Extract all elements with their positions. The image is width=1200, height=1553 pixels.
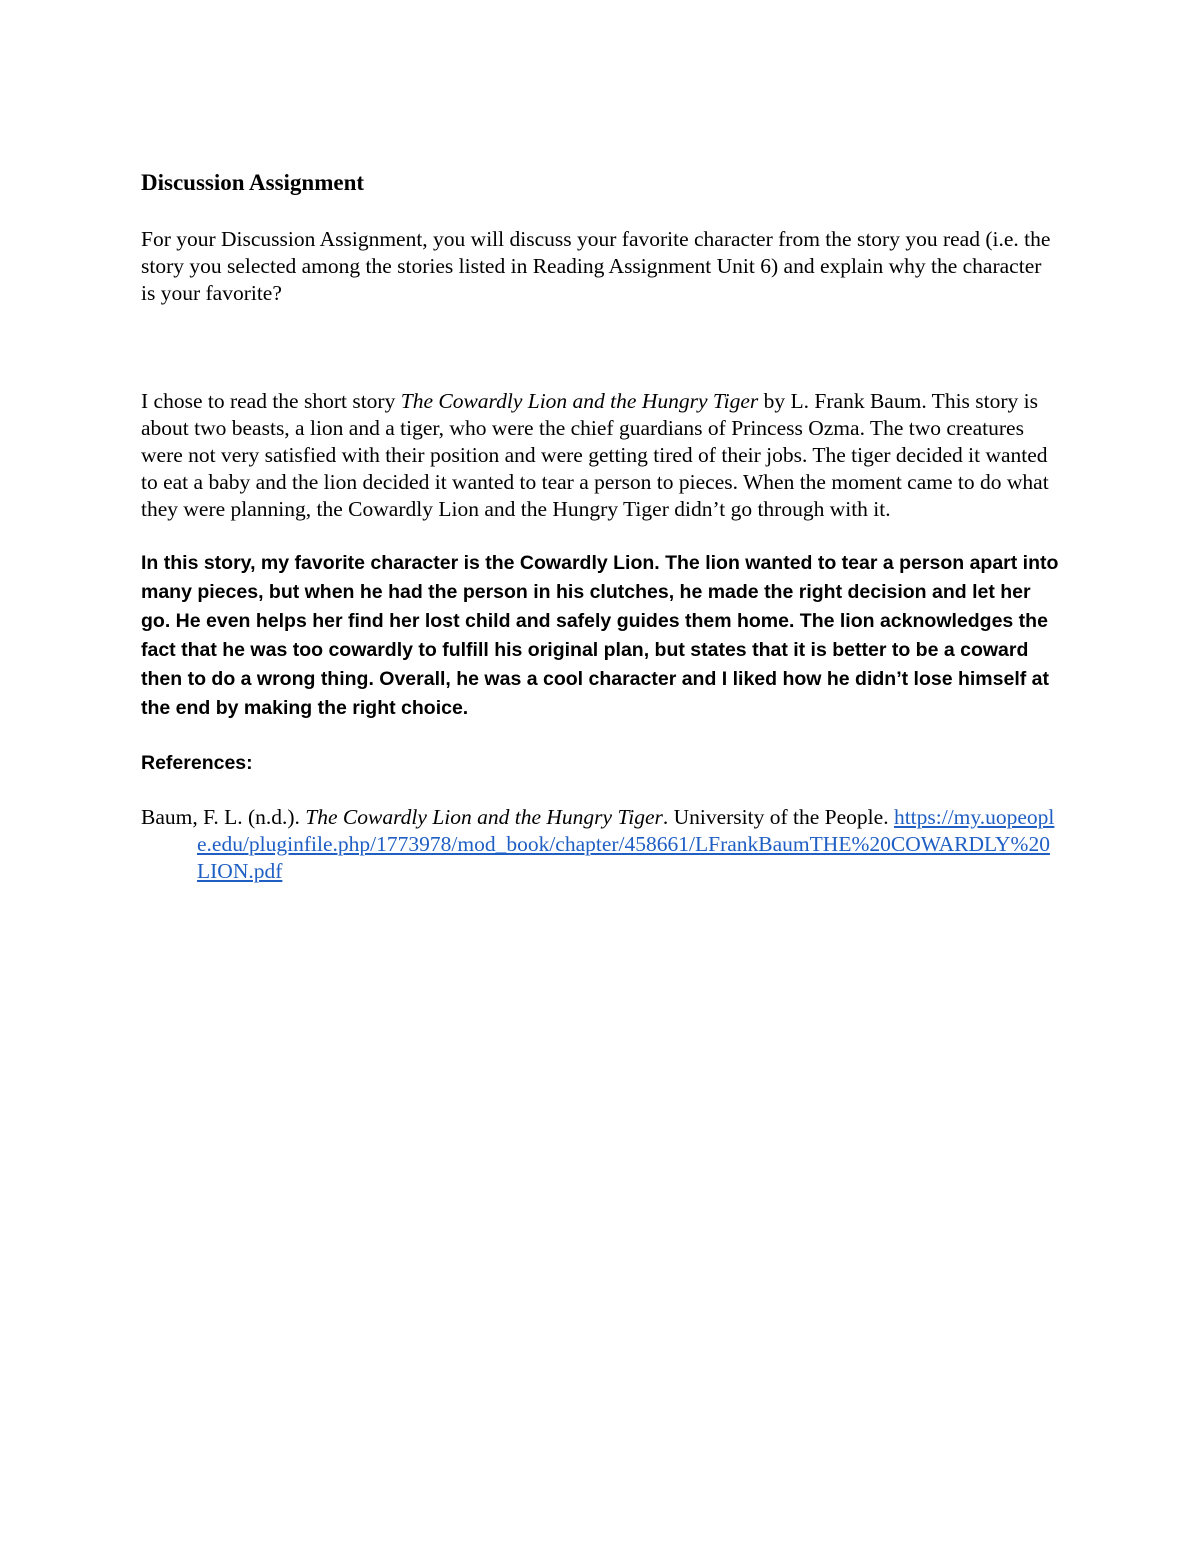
assignment-prompt: For your Discussion Assignment, you will discuss your favorite character from the story you read (i.e. the story you selected among the stories listed in Reading Assignment Unit 6) and explain why the character is your favorite? [141,227,1051,305]
reference-url-link[interactable]: https://my.uopeople.edu/pluginfile.php/1773978/mod_book/chapter/458661/LFrankBaumTHE%20COWARDLY%20LION.pdf [197,805,1055,883]
reference-entry [141,804,1061,885]
summary-intro: I chose to read the short story [141,389,401,413]
document-content [141,168,1061,885]
favorite-character-paragraph: In this story, my favorite character is the Cowardly Lion. The lion wanted to tear a person apart into many pieces, but when he had the person in his clutches, he made the right decision and let her go. He even helps her find her lost child and safely guides them home. The lion acknowledges the fact that he was too cowardly to fulfill his original plan, but states that it is better to be a coward then to do a wrong thing. Overall, he was a cool character and I liked how he didn’t lose himself at the end by making the right choice. [141,552,1059,719]
reference-author-date: Baum, F. L. (n.d.). [141,805,306,829]
document-title: Discussion Assignment [141,170,365,195]
references-heading: References: [141,752,253,774]
story-summary-paragraph [141,388,1061,523]
reference-publisher: . University of the People. [662,805,894,829]
reference-title: The Cowardly Lion and the Hungry Tiger [305,805,663,829]
summary-body: by L. Frank Baum. This story is about two beasts, a lion and a tiger, who were the chief guardians of Princess Ozma. The two creatures were not very satisfied with their position and were getting tired of their jobs. The tiger decided it wanted to eat a baby and the lion decided it wanted to tear a person to pieces. When the moment came to do what they were planning, the Cowardly Lion and the Hungry Tiger didn’t go through with it. [141,389,1049,521]
story-title: The Cowardly Lion and the Hungry Tiger [400,389,759,413]
